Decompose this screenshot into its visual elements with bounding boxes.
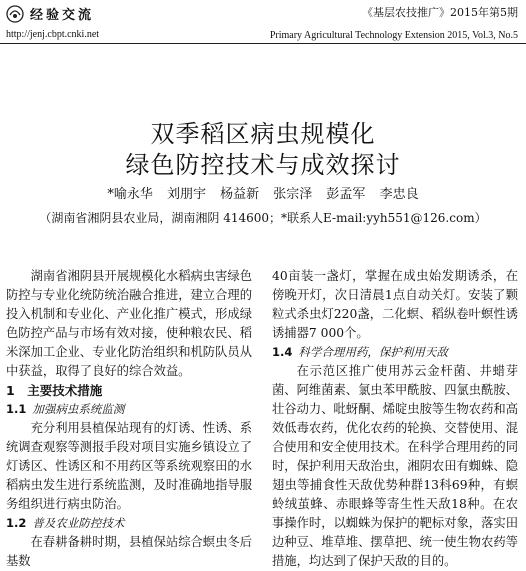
body-column-left	[6, 267, 252, 571]
body-paragraph: 在春耕备耕时期，县植保站综合螟虫冬后基数	[6, 535, 252, 568]
subsection-title: 普及农业防控技术	[32, 516, 125, 530]
body-paragraph: 在示范区推广使用苏云金杆菌、井蜡芽菌、阿维菌素、氯虫苯甲酰胺、四氯虫酰胺、壮谷动力、吡蚜酮、烯啶虫胺等生物农药和高效低毒农药，优化农药的轮换、交替使用、混合使用和安全使用技术。在科学合理用药的同时，保护利用天敌治虫，湘阴农田有蜘蛛、隐翅虫等捕食性天敌优势种群13科69种，有螟蛉绒茧蜂、赤眼蜂等寄生性天敌18种。在农事操作时，以蜘蛛为保护的靶标对象，落实田边种豆、堆草堆、摆草把、统一使生物农药等措施，均达到了保护天敌的目的。	[272, 364, 518, 568]
running-header-right	[270, 4, 518, 41]
running-header-left	[6, 4, 99, 40]
body-paragraph: 40亩装一盏灯，掌握在成虫始发期诱杀，在傍晚开灯，次日清晨1点自动关灯。安装了颗粒式杀虫灯220盏，二化螟、稻纵卷叶螟性诱诱捕器7 000个。	[272, 269, 518, 340]
journal-section-label: 经验交流	[30, 8, 95, 23]
section-heading-1: 1 主要技术措施	[6, 383, 103, 398]
article-title-line-1: 双季稻区病虫规模化	[150, 120, 376, 148]
article-title-line-2: 绿色防控技术与成效探讨	[125, 151, 401, 179]
subsection-heading-1-1	[6, 400, 252, 419]
subsection-number: 1.4	[272, 345, 293, 359]
journal-logo-icon	[6, 5, 24, 23]
subsection-heading-1-4	[272, 343, 518, 362]
journal-issue-cn: 《基层农技推广》2015年第5期	[362, 6, 518, 19]
body-paragraph: 充分利用县植保站现有的灯诱、性诱、系统调查观察等测报手段对项目实施乡镇设立了灯诱区、性诱区和不用药区等系统观察田的水稻病虫发生进行系统监测，及时准确地指导服务组织进行病虫防治。	[6, 421, 252, 511]
subsection-number: 1.1	[6, 402, 27, 416]
header-rule	[0, 43, 526, 44]
subsection-heading-1-2	[6, 514, 252, 533]
subsection-number: 1.2	[6, 516, 27, 530]
journal-logo	[6, 4, 99, 23]
body-column-right	[272, 267, 518, 571]
journal-issue-en: Primary Agricultural Technology Extension 2015, Vol.3, No.5	[269, 30, 518, 41]
subsection-title: 加强病虫系统监测	[32, 402, 125, 416]
author-list: *喻永华 刘朋宇 杨益新 张宗泽 彭孟军 李忠良	[107, 187, 419, 202]
author-affiliation: （湖南省湘阴县农业局，湖南湘阴 414600；*联系人E-mail:yyh551@126.com）	[39, 211, 487, 225]
intro-paragraph: 湖南省湘阴县开展规模化水稻病虫害绿色防控与专业化统防统治融合推进，建立合理的投入机制和专业化、产业化推广模式，形成绿色防控产品与市场有效对接，使种粮农民、稻米深加工企业、专业化防治组织和机防队员从中获益，取得了良好的综合效益。	[6, 269, 252, 378]
journal-url[interactable]: http://jenj.cbpt.cnki.net	[6, 29, 100, 40]
subsection-title: 科学合理用药，保护利用天敌	[298, 345, 448, 359]
